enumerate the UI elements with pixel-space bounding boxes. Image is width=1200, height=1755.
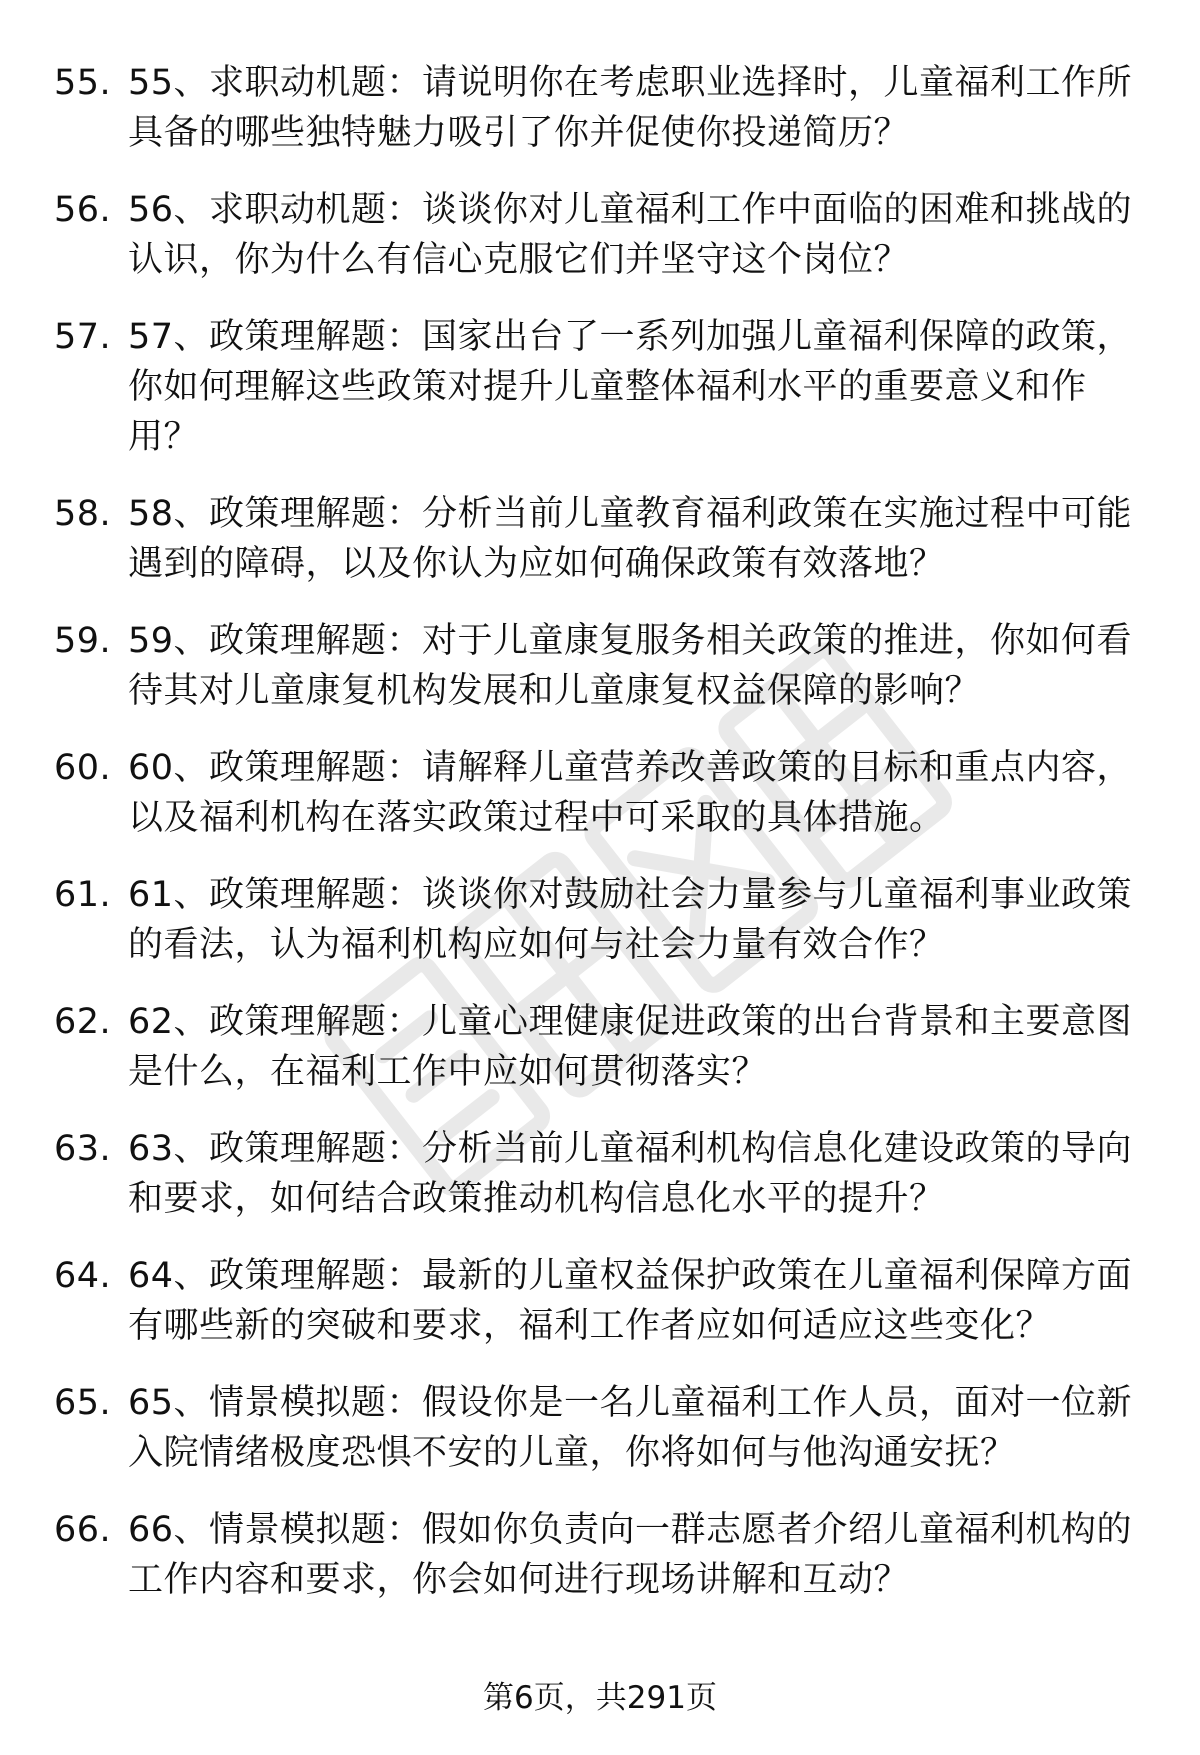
item-number: 65. (54, 1383, 112, 1423)
page-footer: 第6页，共291页 (483, 1680, 717, 1716)
item-number: 56. (54, 190, 112, 230)
question-text: 55、求职动机题：请说明你在考虑职业选择时，儿童福利工作所具备的哪些独特魅力吸引了你并促使你投递简历？ (128, 63, 1133, 153)
item-number: 61. (54, 875, 112, 915)
item-number: 60. (54, 748, 112, 788)
question-text: 58、政策理解题：分析当前儿童教育福利政策在实施过程中可能遇到的障碍，以及你认为应如何确保政策有效落地？ (128, 494, 1133, 584)
list-item (0, 743, 1200, 843)
item-number: 59. (54, 621, 112, 661)
question-text: 63、政策理解题：分析当前儿童福利机构信息化建设政策的导向和要求，如何结合政策推动机构信息化水平的提升？ (128, 1129, 1133, 1219)
list-item (0, 185, 1200, 285)
list-item (0, 58, 1200, 158)
list-item (0, 616, 1200, 716)
item-number: 55. (54, 63, 112, 103)
item-number: 62. (54, 1002, 112, 1042)
question-list (0, 58, 1200, 1632)
question-text: 59、政策理解题：对于儿童康复服务相关政策的推进，你如何看待其对儿童康复机构发展和儿童康复权益保障的影响？ (128, 621, 1133, 711)
list-item (0, 870, 1200, 970)
question-text: 62、政策理解题：儿童心理健康促进政策的出台背景和主要意图是什么，在福利工作中应如何贯彻落实？ (128, 1002, 1133, 1092)
item-number: 57. (54, 317, 112, 357)
item-number: 64. (54, 1256, 112, 1296)
question-text: 57、政策理解题：国家出台了一系列加强儿童福利保障的政策，你如何理解这些政策对提升儿童整体福利水平的重要意义和作用？ (128, 317, 1133, 457)
question-text: 66、情景模拟题：假如你负责向一群志愿者介绍儿童福利机构的工作内容和要求，你会如何进行现场讲解和互动？ (128, 1510, 1133, 1600)
question-text: 60、政策理解题：请解释儿童营养改善政策的目标和重点内容，以及福利机构在落实政策过程中可采取的具体措施。 (128, 748, 1133, 838)
list-item (0, 1251, 1200, 1351)
list-item (0, 997, 1200, 1097)
list-item (0, 489, 1200, 589)
item-number: 66. (54, 1510, 112, 1550)
item-number: 58. (54, 494, 112, 534)
question-text: 65、情景模拟题：假设你是一名儿童福利工作人员，面对一位新入院情绪极度恐惧不安的儿童，你将如何与他沟通安抚？ (128, 1383, 1133, 1473)
list-item (0, 1505, 1200, 1605)
question-text: 64、政策理解题：最新的儿童权益保护政策在儿童福利保障方面有哪些新的突破和要求，福利工作者应如何适应这些变化？ (128, 1256, 1133, 1346)
list-item (0, 1378, 1200, 1478)
question-text: 56、求职动机题：谈谈你对儿童福利工作中面临的困难和挑战的认识，你为什么有信心克服它们并坚守这个岗位？ (128, 190, 1133, 280)
item-number: 63. (54, 1129, 112, 1169)
question-text: 61、政策理解题：谈谈你对鼓励社会力量参与儿童福利事业政策的看法，认为福利机构应如何与社会力量有效合作？ (128, 875, 1133, 965)
list-item (0, 312, 1200, 462)
list-item (0, 1124, 1200, 1224)
